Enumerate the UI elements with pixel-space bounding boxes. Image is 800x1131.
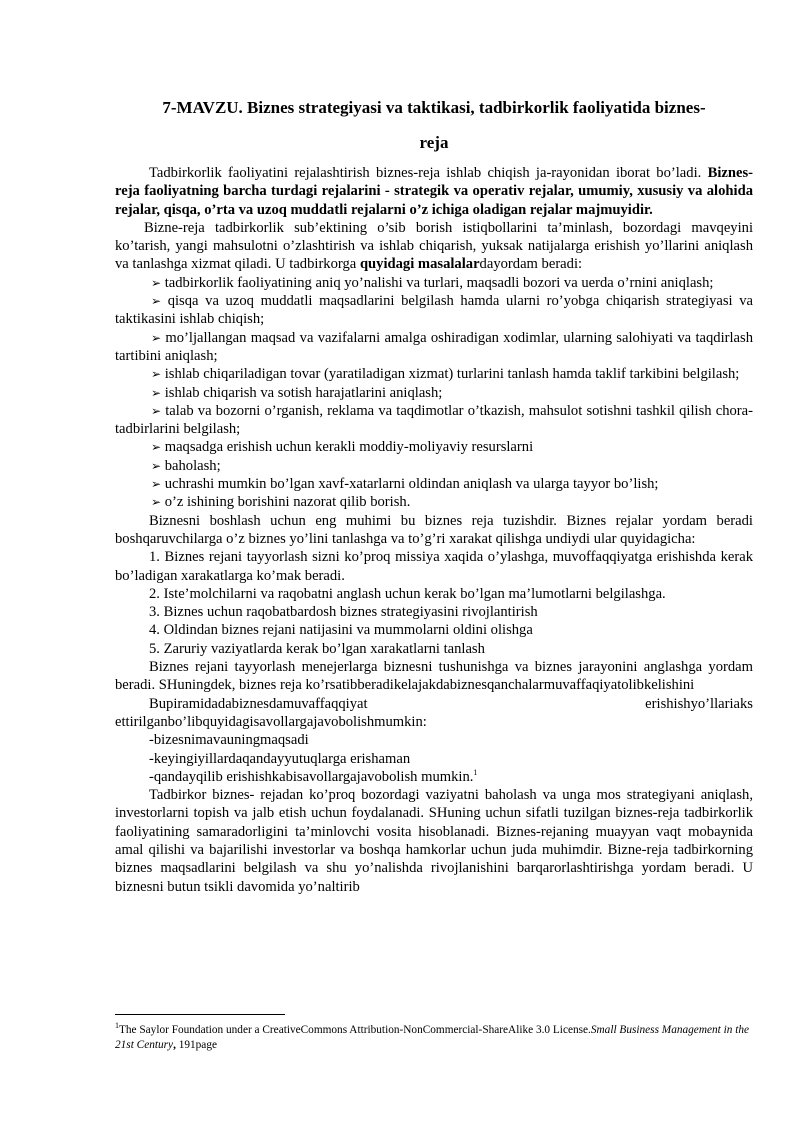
bullet-arrow-icon: ➢ xyxy=(151,385,162,400)
footnote-mark: 1 xyxy=(115,1021,119,1031)
footnote-book-title: Small Business Management in the 21st Century xyxy=(115,1024,750,1051)
bullet-arrow-icon: ➢ xyxy=(151,367,162,382)
bullet-item xyxy=(115,457,753,475)
bullet-item xyxy=(115,438,753,456)
bullet-arrow-icon: ➢ xyxy=(151,440,162,455)
paragraph-2-bold: quyidagi masalalar xyxy=(359,256,480,273)
bullet-list xyxy=(115,274,753,512)
bullet-text: qisqa va uzoq muddatli maqsadlarini belgilash hamda ularni ro’yobga chiqarish strategiyasi va taktikasini ishlab chiqish; xyxy=(115,293,753,328)
bullet-text: baholash; xyxy=(164,457,221,474)
dash-item xyxy=(115,750,753,768)
footnote-ref: 1 xyxy=(473,767,478,777)
numbered-item: 5. Zaruriy vaziyatlarda kerak bo’lgan xarakatlarni tanlash xyxy=(149,640,485,657)
numbered-list xyxy=(115,548,753,658)
dash-item xyxy=(115,731,753,749)
bullet-arrow-icon: ➢ xyxy=(151,275,162,290)
intro-text: Tadbirkorlik faoliyatini rejalashtirish biznes-reja ishlab chiqish ja-rayonidan iborat bo’ladi. xyxy=(149,165,702,181)
bullet-arrow-icon: ➢ xyxy=(151,477,162,492)
paragraph-2-end: dayordam beradi: xyxy=(479,256,583,273)
bullet-item xyxy=(115,384,753,402)
intro-bold-text: Biznes- reja faoliyatning barcha turdagi rejalarini - strategik va operativ rejalar, umumiy, xususiy va alohida rejalar, qisqa, o’rta va uzoq muddatli rejalarni o’z ichiga oladigan rejalar majmuyidir. xyxy=(115,165,753,218)
bullet-text: maqsadga erishish uchun kerakli moddiy-moliyaviy resurslarni xyxy=(164,439,534,456)
document-page xyxy=(115,88,753,896)
bullet-arrow-icon: ➢ xyxy=(151,403,162,418)
bullet-text: ishlab chiqariladigan tovar (yaratiladigan xizmat) turlarini tanlash hamda taklif tarkibini belgilash; xyxy=(164,366,740,383)
paragraph-4: Biznes rejani tayyorlash menejerlarga biznesni tushunishga va biznes jarayonini anglashga yordam beradi. SHuningdek, biznes reja ko’rsatibberadikelajakdabiznesqanchalarmuvaffaqiyatolibkelishini xyxy=(115,659,753,694)
paragraph-6: Tadbirkor biznes- rejadan ko’proq bozordagi vaziyatni baholash va unga mos strategiyani aniqlash, investorlarni topish va jalb etish uchun foydalanadi. SHuning uchun sifatli tuzilgan biznes-reja tadbirkorlik faoliyatining samaradorligini ta’minlovchi vosita hisoblanadi. Biznes-rejaning muayyan vaqt mobaynida amal qilishi va bajarilishi investorlar va boshqa hamkorlar uchun juda muhimdir. Bizne-reja tadbirkorning biznes maqsadlarini belgilash va shu yo’nalishda rivojlanishini barqarorlashtirishga yordam beradi. U biznesni butun tsikli davomida yo’naltirib xyxy=(115,787,753,895)
numbered-item: 2. Iste’molchilarni va raqobatni anglash uchun kerak bo’lgan ma’lumotlarni belgilashga. xyxy=(149,585,666,602)
footnote-separator xyxy=(115,1014,285,1015)
intro-paragraph xyxy=(115,164,753,219)
paragraph-2-text: Bizne-reja tadbirkorlik sub’ektining o’sib borish istiqbollarini ta’minlash, bozordagi mavqeyini ko’tarish, yangi mahsulotni o’zlashtirish va ishlab chiqarish, yuksak natijalarga erishish yo’llarini aniqlash va tanlashga xizmat qiladi. U tadbirkorga xyxy=(115,219,753,273)
bullet-item xyxy=(115,292,753,329)
paragraph-5: Bupiramidadabiznesdamuvaffaqqiyat erishishyo’llariaks ettirilganbo’libquyidagisavollargajavobolishmumkin: xyxy=(115,695,753,730)
bullet-item xyxy=(115,274,753,292)
bullet-arrow-icon: ➢ xyxy=(151,330,162,345)
bullet-item xyxy=(115,475,753,493)
bullet-text: o’z ishining borishini nazorat qilib borish. xyxy=(164,494,411,511)
bullet-text: tadbirkorlik faoliyatining aniq yo’nalishi va turlari, maqsadli bozori va uerda o’rnini aniqlash; xyxy=(164,274,714,291)
numbered-item: 1. Biznes rejani tayyorlash sizni ko’proq missiya xaqida o’ylashga, muvoffaqqiyatga erishishda kerak bo’ladigan xarakatlarga ko’mak beradi. xyxy=(115,549,753,584)
bullet-arrow-icon: ➢ xyxy=(151,458,162,473)
footnote xyxy=(115,1023,755,1053)
dash-text: -qandayqilib erishishkabisavollargajavobolish mumkin. xyxy=(149,768,474,785)
page-title-line2: reja xyxy=(419,133,449,152)
dash-list xyxy=(115,731,753,786)
bullet-item xyxy=(115,402,753,439)
footnote-comma: , xyxy=(173,1039,176,1051)
bullet-arrow-icon: ➢ xyxy=(151,495,162,510)
bullet-item xyxy=(115,329,753,366)
bullet-text: uchrashi mumkin bo’lgan xavf-xatarlarni oldindan aniqlash va ularga tayyor bo’lish; xyxy=(164,476,659,493)
bullet-item xyxy=(115,493,753,511)
footnote-text: The Saylor Foundation under a CreativeCommons Attribution-NonCommercial-ShareAlike 3.0 License. xyxy=(119,1024,591,1036)
paragraph-3: Biznesni boshlash uchun eng muhimi bu biznes reja tuzishdir. Biznes rejalar yordam beradi boshqaruvchilarga o’z biznes yo’lini tanlashga va to’g’ri xarakat qilishga undiydi ular quyidagicha: xyxy=(115,512,753,547)
bullet-text: mo’ljallangan maqsad va vazifalarni amalga oshiradigan xodimlar, ularning salohiyati va taqdirlash tartibini aniqlash; xyxy=(115,329,754,364)
bullet-text: talab va bozorni o’rganish, reklama va taqdimotlar o’tkazish, mahsulot sotishni tashkil qilish chora-tadbirlarini belgilash; xyxy=(115,402,754,438)
dash-text: -keyingiyillardaqandayyutuqlarga erishaman xyxy=(149,750,411,767)
bullet-text: ishlab chiqarish va sotish harajatlarini aniqlash; xyxy=(164,384,443,401)
bullet-item xyxy=(115,365,753,383)
numbered-item: 3. Biznes uchun raqobatbardosh biznes strategiyasini rivojlantirish xyxy=(149,604,538,621)
paragraph-2 xyxy=(115,219,753,274)
numbered-item: 4. Oldindan biznes rejani natijasini va mummolarni oldini olishga xyxy=(149,622,533,639)
footnote-page: 191page xyxy=(175,1039,217,1051)
dash-text: -bizesnimavauningmaqsadi xyxy=(149,732,309,749)
bullet-arrow-icon: ➢ xyxy=(151,294,162,309)
page-title-line1: 7-MAVZU. Biznes strategiyasi va taktikasi, tadbirkorlik faoliyatida biznes- xyxy=(162,98,706,117)
dash-item xyxy=(115,768,753,786)
